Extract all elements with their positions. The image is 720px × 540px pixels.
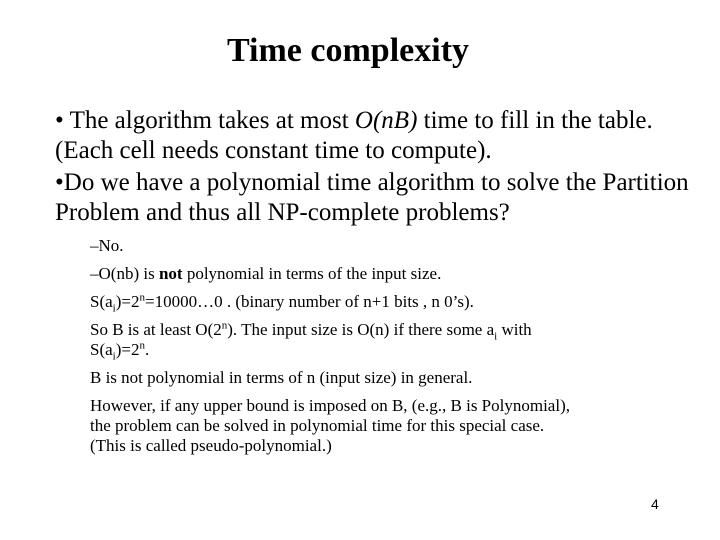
text: –O(nb) is (90, 264, 159, 283)
sub-points (90, 236, 690, 456)
sub-line-input-size (90, 319, 690, 343)
bullet-algorithm-time (55, 106, 705, 166)
sub-line-input-size-cont (90, 339, 690, 363)
superscript: n (139, 291, 145, 304)
sub-line-special-case: the problem can be solved in polynomial time for this special case. (90, 416, 545, 435)
sub-line-no: –No. (90, 236, 124, 255)
text: S(a (90, 292, 113, 311)
subscript: i (112, 350, 116, 363)
sub-line-binary (90, 291, 690, 315)
bullet-marker: • (55, 107, 64, 134)
text: )=2 (115, 292, 140, 311)
emphasis: not (158, 264, 183, 283)
text: . (144, 340, 150, 359)
complexity-term: O(nB) (354, 107, 418, 134)
sub-line-upper-bound: However, if any upper bound is imposed on B, (e.g., B is Polynomial), (90, 396, 570, 415)
text: polynomial in terms of the input size. (182, 264, 442, 283)
sub-line-not-polynomial (90, 264, 690, 284)
sub-line-b-not-polynomial: B is not polynomial in terms of n (input size) in general. (90, 368, 473, 387)
text: with (497, 320, 532, 339)
subscript: i (112, 302, 116, 315)
bullet-polynomial-question (55, 168, 705, 228)
subscript: i (494, 330, 498, 343)
text: =10000…0 . (binary number of n+1 bits , n 0’s). (144, 292, 474, 311)
text: ). The input size is O(n) if there some a (227, 320, 495, 339)
superscript: n (221, 319, 228, 332)
text: S(a (90, 340, 113, 359)
bullet-text: Do we have a polynomial time algorithm to solve the Partition Problem and thus all NP-complete problems? (55, 169, 689, 226)
text: So B is at least O(2 (90, 320, 222, 339)
bullet-text-post: time to fill in the table. (Each cell needs constant time to compute). (55, 107, 653, 164)
text: )=2 (115, 340, 140, 359)
bullet-list (55, 106, 705, 230)
bullet-marker: • (55, 169, 64, 196)
bullet-text-pre: The algorithm takes at most (63, 107, 355, 134)
superscript: n (139, 339, 145, 352)
sub-line-pseudo-polynomial: (This is called pseudo-polynomial.) (90, 436, 332, 455)
slide-title: Time complexity (226, 32, 470, 69)
page-number: 4 (651, 496, 659, 512)
